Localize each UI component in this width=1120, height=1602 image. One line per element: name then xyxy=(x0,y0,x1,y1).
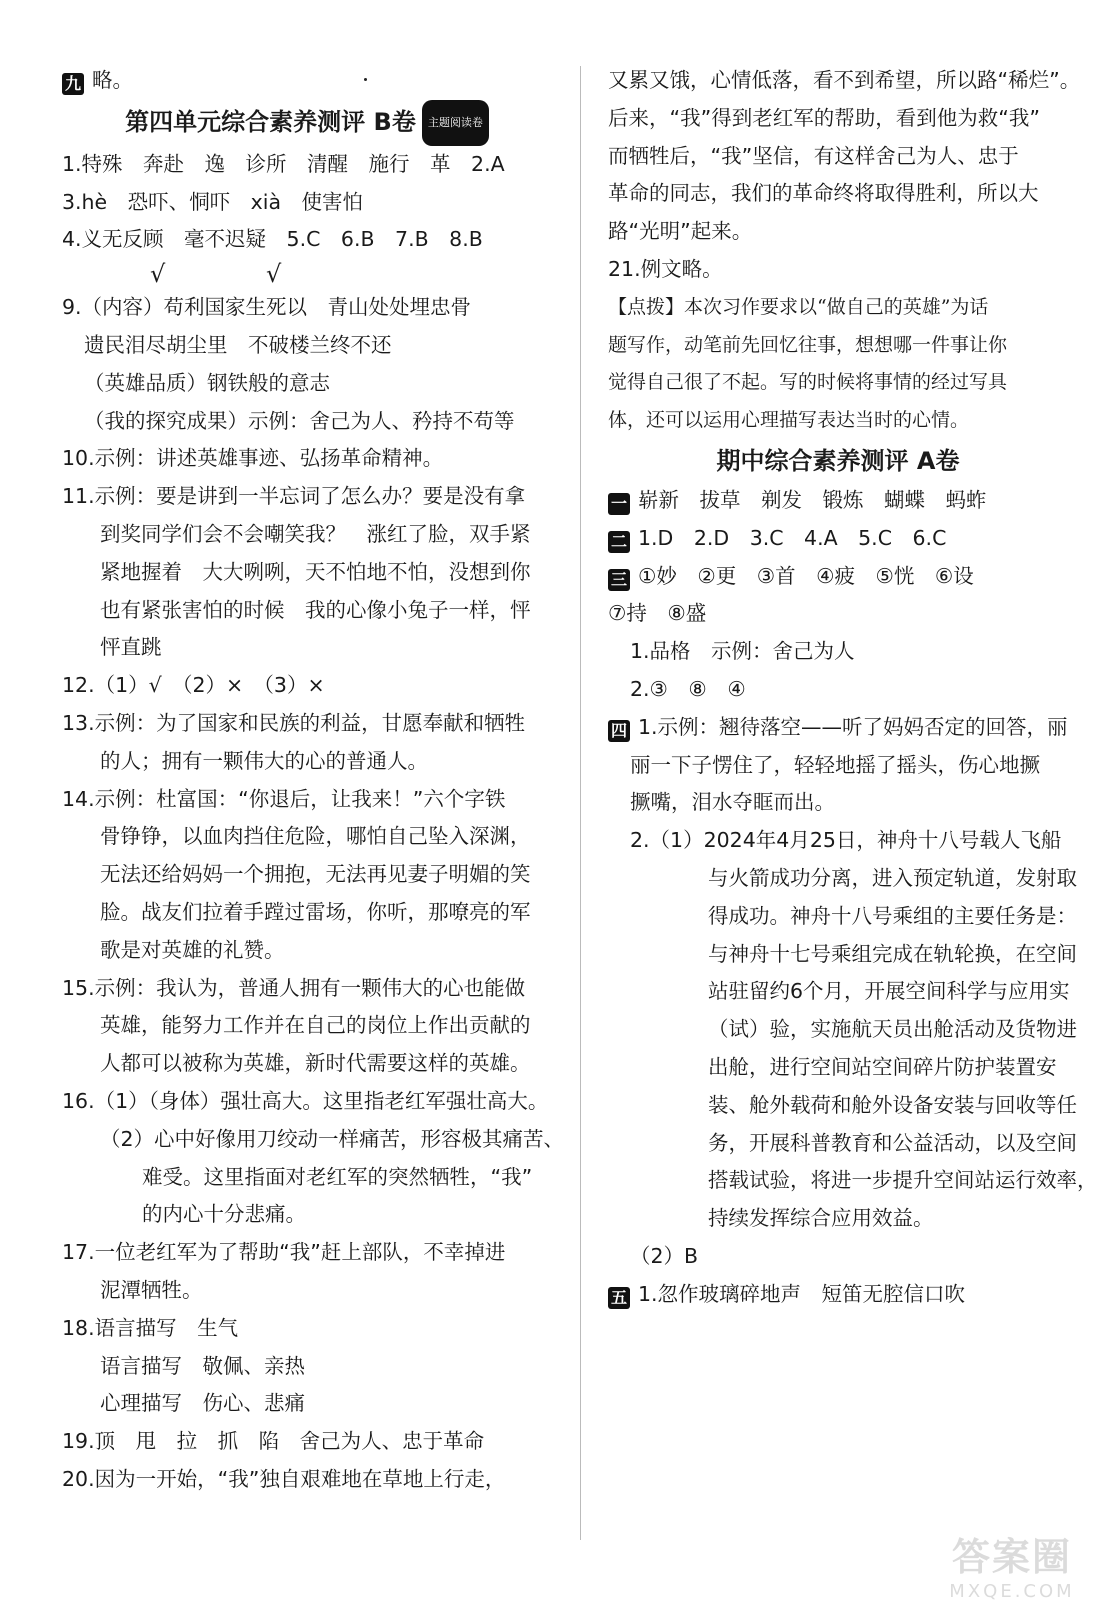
answer-text: 略。 xyxy=(92,68,133,92)
answer-text: 15.示例：我认为，普通人拥有一颗伟大的心也能做 xyxy=(62,975,526,1000)
answer-text: 1.D 2.D 3.C 4.A 5.C 6.C xyxy=(638,525,947,550)
answer-line xyxy=(62,818,552,856)
answer-text: （2）B xyxy=(630,1243,699,1268)
answer-line xyxy=(62,894,552,932)
answer-line xyxy=(62,1461,552,1499)
answer-line xyxy=(62,184,552,222)
answer-text: 12.（1）√ （2）× （3）× xyxy=(62,673,325,698)
watermark-text: 答案圈 xyxy=(951,1535,1072,1579)
answer-text: ①妙 ②更 ③首 ④疲 ⑤恍 ⑥设 xyxy=(638,563,974,588)
answer-line xyxy=(608,860,1077,898)
answer-line xyxy=(62,1083,552,1121)
section-number-badge: 九 xyxy=(62,73,84,95)
answer-line xyxy=(62,856,552,894)
answer-text: 持续发挥综合应用效益。 xyxy=(708,1206,934,1231)
answer-text: 后来，“我”得到老红军的帮助，看到他为救“我” xyxy=(608,105,1040,130)
answer-line xyxy=(62,592,552,630)
answer-line xyxy=(62,327,552,365)
answer-line xyxy=(608,1276,1068,1314)
answer-text: 3.hè 恐吓、恫吓 xià 使害怕 xyxy=(62,189,364,214)
answer-line xyxy=(62,1234,552,1272)
answer-text: 务，开展科普教育和公益活动，以及空间 xyxy=(708,1130,1077,1155)
answer-text: 14.示例：杜富国：“你退后，让我来！”六个字铁 xyxy=(62,786,506,811)
section-number-badge: 二 xyxy=(608,531,630,553)
answer-line xyxy=(62,1385,552,1423)
checkmark: √ xyxy=(266,260,282,289)
answer-text: 人都可以被称为英雄，新时代需要这样的英雄。 xyxy=(100,1051,531,1076)
section-title-text: 第四单元综合素养测评 B卷 xyxy=(125,107,416,136)
answer-line xyxy=(608,898,1077,936)
answer-text: 装、舱外载荷和舱外设备安装与回收等任 xyxy=(708,1092,1077,1117)
answer-text: 与火箭成功分离，进入预定轨道，发射取 xyxy=(708,865,1077,890)
answer-line xyxy=(608,1087,1077,1125)
answer-line xyxy=(608,251,1068,289)
answer-line xyxy=(608,520,1068,558)
answer-text: ⑦持 ⑧盛 xyxy=(608,601,707,626)
answer-line xyxy=(608,747,1068,785)
section-number-badge: 一 xyxy=(608,493,630,515)
answer-line xyxy=(62,554,552,592)
checkmark: √ xyxy=(150,260,166,289)
answer-text: 20.因为一开始，“我”独自艰难地在草地上行走， xyxy=(62,1466,506,1491)
answer-line xyxy=(608,1125,1077,1163)
answer-line xyxy=(62,62,552,100)
answer-line xyxy=(62,629,552,667)
answer-line xyxy=(608,482,1068,520)
answer-line xyxy=(62,1121,565,1159)
right-column xyxy=(608,62,1098,1314)
answer-line xyxy=(62,365,552,403)
answer-text: 16.（1）（身体）强壮高大。这里指老红军强壮高大。 xyxy=(62,1088,549,1113)
answer-text: 歌是对英雄的礼赞。 xyxy=(100,937,285,962)
answer-text: 怦直跳 xyxy=(100,635,162,660)
answer-line xyxy=(62,1272,552,1310)
section-number-badge: 四 xyxy=(608,720,630,742)
answer-text: 2.（1）2024年4月25日，神舟十八号载人飞船 xyxy=(630,828,1062,853)
answer-text: 出舱，进行空间站空间碎片防护装置安 xyxy=(708,1054,1057,1079)
answer-text: 1.特殊 奔赴 逸 诊所 清醒 施行 革 2.A xyxy=(62,151,505,176)
answer-text: 与神舟十七号乘组完成在轨轮换，在空间 xyxy=(708,941,1077,966)
answer-text: 10.示例：讲述英雄事迹、弘扬革命精神。 xyxy=(62,446,444,471)
answer-text: 13.示例：为了国家和民族的利益，甘愿奉献和牺牲 xyxy=(62,710,526,735)
section-tag: 主题阅读卷 xyxy=(422,100,489,146)
answer-line xyxy=(608,822,1068,860)
answer-line xyxy=(62,781,552,819)
tip-note-line: 觉得自己很了不起。写的时候将事情的经过写具 xyxy=(608,371,1008,394)
answer-text: 骨铮铮，以血肉挡住危险，哪怕自己坠入深渊， xyxy=(100,824,531,849)
answer-text: 站驻留约6个月，开展空间科学与应用实 xyxy=(708,979,1070,1004)
answer-line xyxy=(608,213,1068,251)
section-title xyxy=(62,100,552,146)
answer-line xyxy=(62,705,552,743)
answer-text: 革命的同志，我们的革命终将取得胜利，所以大 xyxy=(608,181,1039,206)
answer-line xyxy=(608,62,1081,100)
answer-line xyxy=(62,1310,552,1348)
answer-text: 19.顶 甩 拉 抓 陷 舍己为人、忠于革命 xyxy=(62,1429,485,1454)
watermark-logo xyxy=(912,1526,1112,1602)
answer-line xyxy=(608,558,1068,596)
answer-text: 18.语言描写 生气 xyxy=(62,1315,239,1340)
answer-text: 英雄，能努力工作并在自己的岗位上作出贡献的 xyxy=(100,1013,531,1038)
answer-text: 2.③ ⑧ ④ xyxy=(630,676,746,701)
section-number-badge: 五 xyxy=(608,1287,630,1309)
answer-line xyxy=(608,138,1068,176)
answer-text: 又累又饿，心情低落，看不到希望，所以路“稀烂”。 xyxy=(608,68,1081,92)
answer-text: 而牺牲后，“我”坚信，有这样舍己为人、忠于 xyxy=(608,143,1019,168)
answer-line xyxy=(608,1200,1068,1238)
tip-note-line: 【点拨】本次习作要求以“做自己的英雄”为话 xyxy=(608,295,989,318)
answer-text: 11.示例：要是讲到一半忘词了怎么办？要是没有拿 xyxy=(62,484,526,509)
answer-text: 21.例文略。 xyxy=(608,256,723,281)
section-title-text: 期中综合素养测评 A卷 xyxy=(716,446,960,475)
answer-text: 9.（内容）苟利国家生死以 青山处处埋忠骨 xyxy=(62,295,472,320)
answer-text: 路“光明”起来。 xyxy=(608,219,753,244)
left-column xyxy=(62,62,565,1499)
answer-text: 也有紧张害怕的时候 我的心像小兔子一样，怦 xyxy=(100,597,531,622)
answer-text: 17.一位老红军为了帮助“我”赶上部队，不幸掉进 xyxy=(62,1240,506,1265)
answer-text: 的内心十分悲痛。 xyxy=(142,1202,306,1227)
answer-line xyxy=(62,221,552,259)
answer-text: （我的探究成果）示例：舍己为人、矜持不苟等 xyxy=(84,408,515,433)
answer-text: 撅嘴，泪水夺眶而出。 xyxy=(630,790,835,815)
column-divider xyxy=(580,66,581,1540)
answer-text: 崭新 拔草 剃发 锻炼 蝴蝶 蚂蚱 xyxy=(638,487,987,512)
answer-text: （2）心中好像用刀绞动一样痛苦，形容极其痛苦、 xyxy=(100,1126,565,1151)
answer-line xyxy=(62,1348,552,1386)
answer-line xyxy=(62,146,552,184)
answer-line xyxy=(608,1011,1077,1049)
answer-text: 语言描写 敬佩、亲热 xyxy=(100,1353,305,1378)
answer-text: 搭载试验，将进一步提升空间站运行效率， xyxy=(708,1168,1098,1193)
answer-text: 1.忽作玻璃碎地声 短笛无腔信口吹 xyxy=(638,1281,966,1306)
answer-line xyxy=(62,932,552,970)
answer-line xyxy=(608,1238,1068,1276)
answer-line xyxy=(62,440,552,478)
answer-text: 难受。这里指面对老红军的突然牺牲，“我” xyxy=(142,1164,533,1189)
answer-text: 遗民泪尽胡尘里 不破楼兰终不还 xyxy=(84,332,392,357)
answer-text: 4.义无反顾 毫不迟疑 5.C 6.B 7.B 8.B xyxy=(62,227,483,252)
answer-line xyxy=(62,516,552,554)
tip-note-line: 题写作，动笔前先回忆往事，想想哪一件事让你 xyxy=(608,333,1008,356)
answer-text: 心理描写 伤心、悲痛 xyxy=(100,1391,305,1416)
answer-text: 到奖同学们会不会嘲笑我？ 涨红了脸，双手紧 xyxy=(100,521,531,546)
answer-line xyxy=(62,1196,552,1234)
answer-line xyxy=(62,1159,552,1197)
answer-line xyxy=(608,784,1068,822)
answer-line xyxy=(62,1423,552,1461)
answer-line xyxy=(608,1049,1068,1087)
answer-line xyxy=(608,100,1068,138)
answer-line xyxy=(62,289,552,327)
answer-line xyxy=(608,973,1068,1011)
answer-line xyxy=(608,709,1068,747)
watermark-url: MXQE.COM xyxy=(949,1581,1075,1602)
answer-line xyxy=(62,403,552,441)
section-number-badge: 三 xyxy=(608,569,630,591)
section-title xyxy=(608,440,1068,482)
answer-line xyxy=(62,970,552,1008)
checkmark-row xyxy=(62,259,552,289)
answer-text: （英雄品质）钢铁般的意志 xyxy=(84,370,330,395)
answer-text: （试）验，实施航天员出舱活动及货物进 xyxy=(708,1017,1077,1042)
answer-text: 丽一下子愣住了，轻轻地摇了摇头，伤心地撅 xyxy=(630,752,1040,777)
answer-line xyxy=(608,1162,1098,1200)
answer-line xyxy=(608,633,1068,671)
tip-note-line: 体，还可以运用心理描写表达当时的心情。 xyxy=(608,409,970,432)
answer-text: 泥潭牺牲。 xyxy=(100,1277,203,1302)
answer-line xyxy=(608,671,1068,709)
answer-text: 的人；拥有一颗伟大的心的普通人。 xyxy=(100,748,428,773)
answer-text: 紧地握着 大大咧咧，天不怕地不怕，没想到你 xyxy=(100,559,531,584)
answer-line xyxy=(62,743,552,781)
answer-line xyxy=(608,936,1077,974)
answer-line xyxy=(62,1045,552,1083)
answer-text: 无法还给妈妈一个拥抱，无法再见妻子明媚的笑 xyxy=(100,862,531,887)
answer-text: 1.示例：翘待落空——听了妈妈否定的回答，丽 xyxy=(638,714,1068,739)
answer-line xyxy=(608,175,1068,213)
answer-text: 脸。战友们拉着手蹚过雷场，你听，那嘹亮的军 xyxy=(100,899,531,924)
answer-line xyxy=(62,478,552,516)
answer-line xyxy=(62,1007,552,1045)
answer-text: 1.品格 示例：舍己为人 xyxy=(630,639,855,664)
answer-text: 得成功。神舟十八号乘组的主要任务是： xyxy=(708,903,1077,928)
answer-line xyxy=(62,667,552,705)
answer-line xyxy=(608,595,1068,633)
